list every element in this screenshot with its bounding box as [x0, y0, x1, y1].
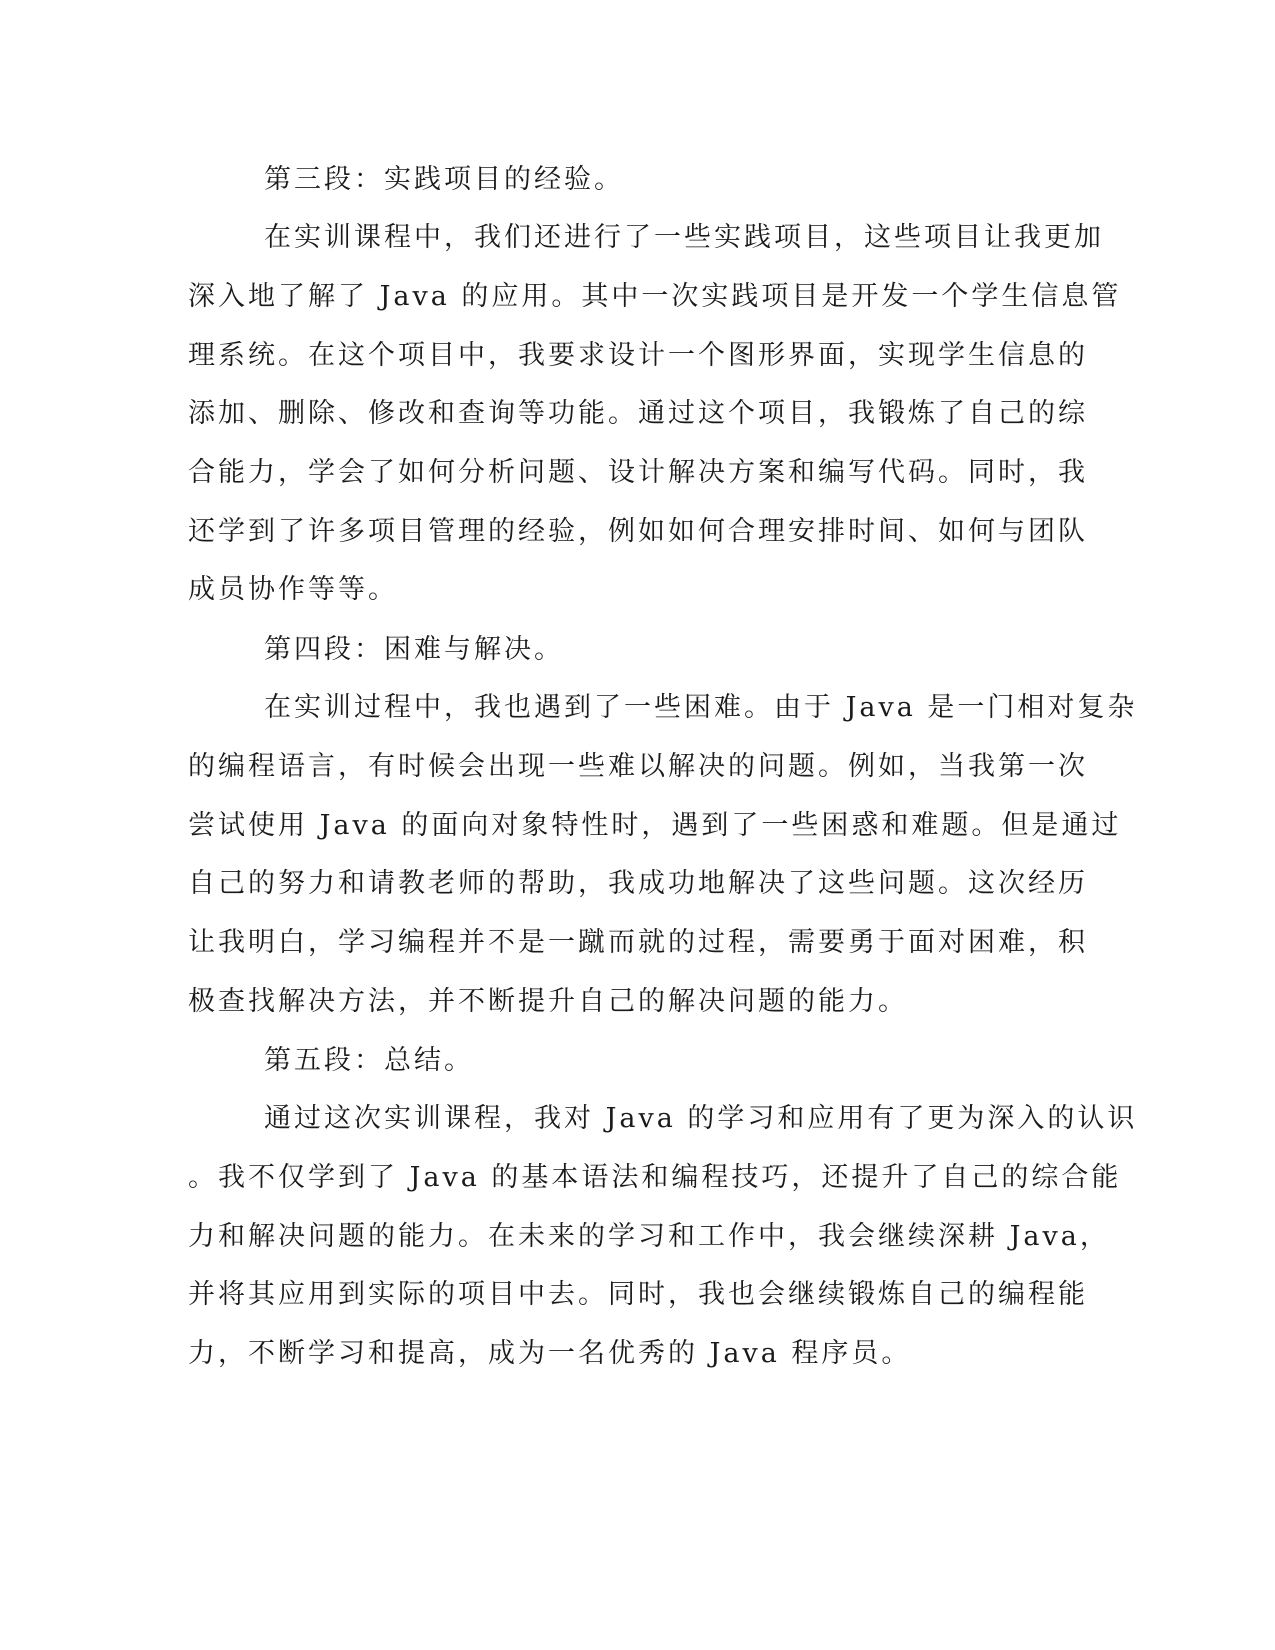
text-line: 并将其应用到实际的项目中去。同时，我也会继续锻炼自己的编程能 [188, 1279, 1088, 1310]
text-line: 让我明白，学习编程并不是一蹴而就的过程，需要勇于面对困难，积 [188, 927, 1088, 958]
text-line: 的编程语言，有时候会出现一些难以解决的问题。例如，当我第一次 [188, 751, 1088, 782]
text-line: 在实训过程中，我也遇到了一些困难。由于 Java 是一门相对复杂 [264, 692, 1138, 723]
text-line: 成员协作等等。 [188, 574, 398, 605]
text-line: 深入地了解了 Java 的应用。其中一次实践项目是开发一个学生信息管 [188, 281, 1122, 312]
text-line: 理系统。在这个项目中，我要求设计一个图形界面，实现学生信息的 [188, 340, 1088, 371]
text-line: 。我不仅学到了 Java 的基本语法和编程技巧，还提升了自己的综合能 [188, 1162, 1122, 1193]
text-line: 还学到了许多项目管理的经验，例如如何合理安排时间、如何与团队 [188, 516, 1088, 547]
section-heading-5: 第五段：总结。 [264, 1045, 474, 1076]
text-line: 通过这次实训课程，我对 Java 的学习和应用有了更为深入的认识 [264, 1103, 1138, 1134]
section-heading-4: 第四段：困难与解决。 [264, 634, 564, 665]
text-line: 极查找解决方法，并不断提升自己的解决问题的能力。 [188, 986, 908, 1017]
text-line: 自己的努力和请教老师的帮助，我成功地解决了这些问题。这次经历 [188, 868, 1088, 899]
text-line: 在实训课程中，我们还进行了一些实践项目，这些项目让我更加 [264, 222, 1104, 253]
section-heading-3: 第三段：实践项目的经验。 [264, 164, 624, 195]
text-line: 添加、删除、修改和查询等功能。通过这个项目，我锻炼了自己的综 [188, 398, 1088, 429]
text-line: 尝试使用 Java 的面向对象特性时，遇到了一些困惑和难题。但是通过 [188, 810, 1122, 841]
text-line: 力，不断学习和提高，成为一名优秀的 Java 程序员。 [188, 1338, 912, 1369]
text-line: 合能力，学会了如何分析问题、设计解决方案和编写代码。同时，我 [188, 457, 1088, 488]
text-line: 力和解决问题的能力。在未来的学习和工作中，我会继续深耕 Java， [188, 1221, 1110, 1252]
